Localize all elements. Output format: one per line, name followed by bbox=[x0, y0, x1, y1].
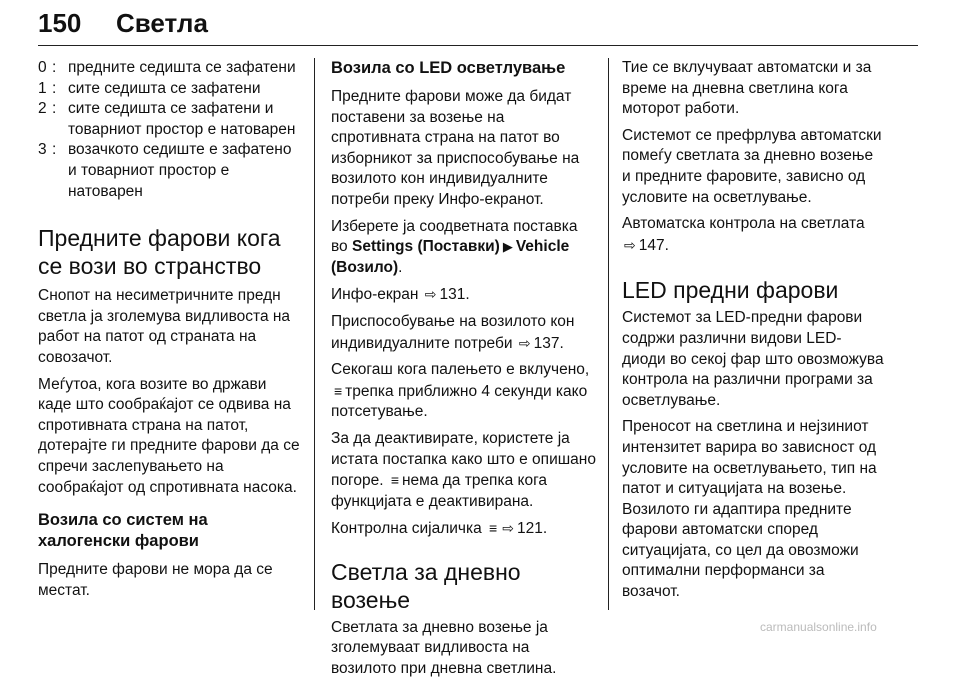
paragraph: Секогаш кога палењето е вклучено, ≡ трепка приближно 4 секунди како потсетување. bbox=[331, 361, 590, 421]
heading-led-headlights: LED предни фарови bbox=[622, 277, 839, 304]
column-1 bbox=[38, 58, 300, 607]
menu-path-settings: Settings (Поставки) bbox=[352, 238, 500, 256]
menu-path-vehicle: Vehicle (Возило) bbox=[331, 238, 570, 276]
paragraph: Предните фарови не мора да се местат. bbox=[38, 561, 273, 599]
legend-item: 2 : сите седишта се зафатени и товарниот простор е натоварен bbox=[38, 100, 296, 138]
paragraph: Системот се префрлува автоматски помеѓу светлата за дневно возење и предните фаровите, зависно од условите на осветлување. bbox=[622, 126, 882, 206]
header-divider bbox=[38, 45, 918, 46]
column-3 bbox=[622, 58, 884, 609]
page-link[interactable]: 121. bbox=[516, 520, 548, 538]
heading-headlights-abroad: Предните фарови кога се вози во странство bbox=[38, 225, 281, 280]
legend-item: 1 : сите седишта се зафатени bbox=[38, 79, 261, 97]
page-link[interactable]: 131. bbox=[439, 286, 470, 304]
legend-item: 0 : предните седишта се зафатени bbox=[38, 59, 296, 76]
page-title: Светла bbox=[116, 8, 208, 38]
page-reference-icon: ⇨ bbox=[624, 236, 636, 253]
paragraph: Тие се вклучуваат автоматски и за време на дневна светлина кога моторот работи. bbox=[622, 59, 872, 118]
menu-arrow-icon: ▶ bbox=[502, 239, 513, 255]
heading-led-lighting: Возила со LED осветлување bbox=[331, 59, 566, 77]
paragraph: За да деактивирате, користете ја истата постапка како што е опишано погоре. ≡ нема да трепка кога функцијата е деактивирана. bbox=[331, 429, 596, 510]
page-link[interactable]: 137. bbox=[533, 334, 564, 352]
paragraph: Преносот на светлина и нејзиниот интензитет варира во зависност од условите на осветлувањето, тип на патот и ситуацијата на возење. Возилото ги адаптира предните фарови автоматски според ситуацијата, со цел да овозможи оптимални перформанси за возачот. bbox=[622, 418, 877, 601]
headlight-indicator-icon: ≡ bbox=[334, 382, 343, 399]
page-number: 150 bbox=[38, 8, 82, 38]
paragraph: Приспособување на возилото кон индивидуалните потреби ⇨ 137. bbox=[331, 312, 575, 352]
paragraph: Меѓутоа, кога возите во држави каде што сообраќајот се одвива на спротивната страна на патот, дотерајте ги предните фарови да се спречи заслепувањето на сообраќајот од спротивната насока. bbox=[38, 375, 300, 496]
page-reference-icon: ⇨ bbox=[502, 520, 514, 537]
paragraph: Светлата за дневно возење ја зголемуваат видливоста на возилото при дневна светлина. bbox=[331, 618, 557, 678]
heading-halogen: Возила со систем на халогенски фарови bbox=[38, 511, 208, 551]
headlight-indicator-icon: ≡ bbox=[489, 520, 498, 537]
paragraph: Изберете ја соодветната поставка во Settings (Поставки) ▶ Vehicle (Возило). bbox=[331, 217, 578, 276]
page-reference-icon: ⇨ bbox=[424, 286, 437, 303]
page-link[interactable]: 147. bbox=[638, 236, 669, 254]
column-divider bbox=[608, 58, 609, 610]
watermark: carmanualsonline.info bbox=[760, 620, 877, 634]
headlight-indicator-icon: ≡ bbox=[390, 472, 399, 489]
legend-list bbox=[38, 58, 300, 202]
column-divider bbox=[314, 58, 315, 610]
paragraph: Предните фарови може да бидат поставени за возење на спротивната страна на патот во изборникот за приспособување на возилото кон индивидуалните потреби преку Инфо-екранот. bbox=[331, 88, 580, 208]
legend-item: 3 : возачкото седиште е зафатено и товарниот простор е натоварен bbox=[38, 141, 292, 200]
paragraph: Системот за LED-предни фарови содржи различни видови LED-диоди во секој фар што овозможува контрола на различни програми за осветлување. bbox=[622, 309, 884, 409]
page-reference-icon: ⇨ bbox=[518, 334, 531, 351]
paragraph: Инфо-екран ⇨ 131. bbox=[331, 286, 470, 304]
paragraph: Снопот на несиметричните предн светла ја зголемува видливоста на работ на патот од страната на совозачот. bbox=[38, 287, 291, 366]
column-2 bbox=[331, 58, 596, 686]
page-header bbox=[38, 0, 918, 48]
paragraph: Автоматска контрола на светлата ⇨ 147. bbox=[622, 215, 865, 254]
paragraph: Контролна сијаличка ≡ ⇨ 121. bbox=[331, 520, 548, 538]
heading-daytime-running-lights: Светла за дневно возење bbox=[331, 558, 521, 613]
